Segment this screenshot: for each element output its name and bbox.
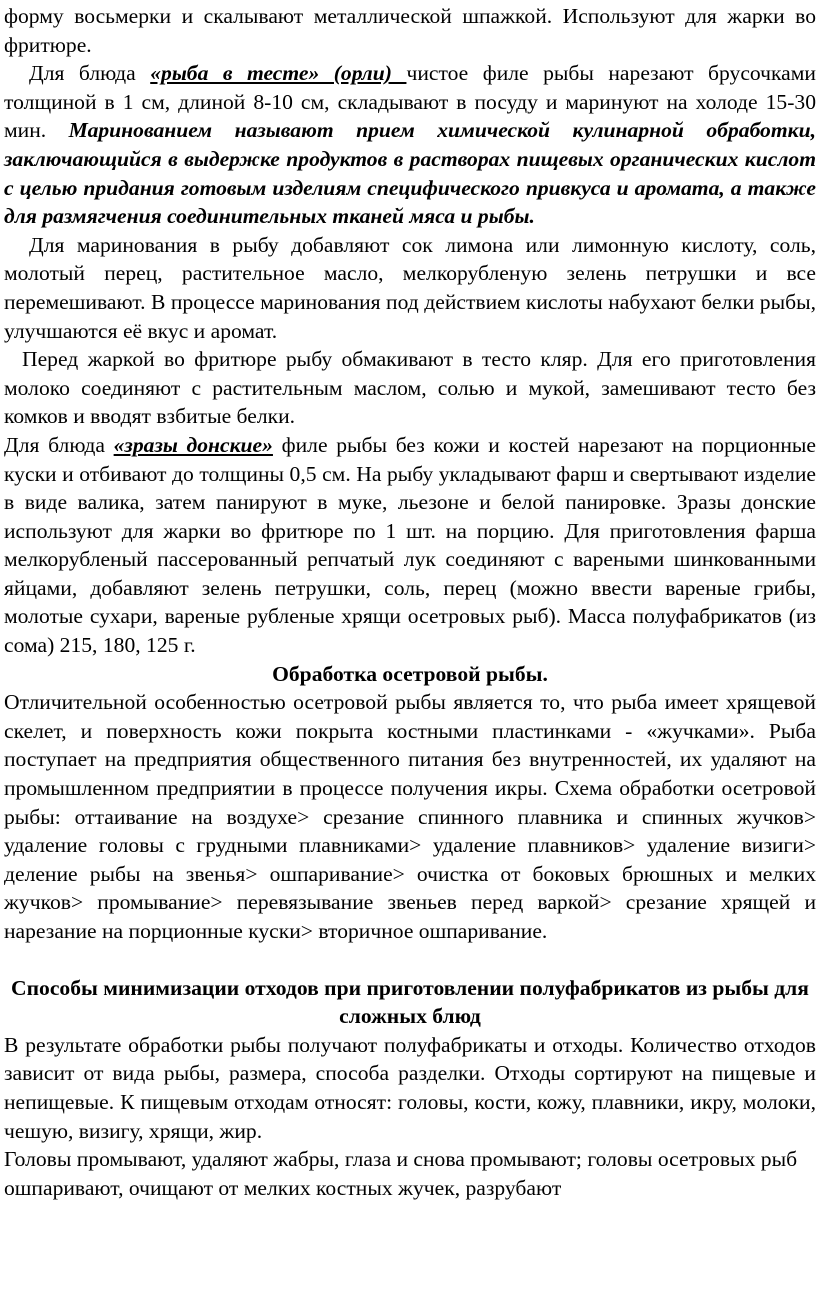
paragraph-marinating: Для маринования в рыбу добавляют сок лимона или лимонную кислоту, соль, молотый перец, растительное масло, мелкорубленую зелень петрушки и все перемешивают. В процессе маринования под действием кислоты набухают белки рыбы, улучшаются её вкус и аромат.	[4, 232, 816, 343]
dish-intro-text: Для блюда	[4, 432, 114, 457]
paragraph-sturgeon: Отличительной особенностью осетровой рыбы является то, что рыба имеет хрящевой скелет, и поверхность кожи покрыта костными пластинками - «жучками». Рыба поступает на предприятия общественного питания без внутренностей, их удаляют на промышленном предприятии в процессе получения икры. Схема обработки осетровой рыбы: оттаивание на воздухе> срезание спинного плавника и спинных жучков> удаление головы с грудными плавниками> удаление плавников> удаление визиги> деление рыбы на звенья> ошпаривание> очистка от боковых брюшных и мелких жучков> промывание> перевязывание звеньев перед варкой> срезание хрящей и нарезание на порционные куски> вторичное ошпаривание.	[4, 690, 816, 943]
paragraph-waste: В результате обработки рыбы получают полуфабрикаты и отходы. Количество отходов зависит от вида рыбы, размера, способа разделки. Отходы сортируют на пищевые и непищевые. К пищевым отходам относят: головы, кости, кожу, плавники, икру, молоки, чешую, визигу, хрящи, жир.	[4, 1032, 816, 1143]
section-heading-sturgeon: Обработка осетровой рыбы.	[272, 661, 548, 686]
dish-preparation-text: филе рыбы без кожи и костей нарезают на порционные куски и отбивают до толщины 0,5 см. На рыбу укладывают фарш и свертывают изделие в виде валика, затем панируют в муке, льезоне и белой панировке. Зразы донские используют для жарки во фритюре по 1 шт. на порцию. Для приготовления фарша мелкорубленый пассерованный репчатый лук соединяют с вареными шинкованными яйцами, добавляют зелень петрушки, соль, перец (можно ввести вареные грибы, молотые сухари, вареные рубленые хрящи осетровых рыб). Масса полуфабрикатов (из сома) 215, 180, 125 г.	[4, 432, 816, 658]
paragraph-zrazy	[4, 431, 816, 660]
dish-name-orly: «рыба в тесте» (орли)	[150, 61, 407, 86]
marinating-definition: Маринованием называют прием химической кулинарной обработки, заключающийся в выдержке продуктов в растворах пищевых органических кислот с целью придания готовым изделиям специфического привкуса и аромата, а также для размягчения соединительных тканей мяса и рыбы.	[4, 118, 816, 229]
dish-intro-text: Для блюда	[29, 61, 151, 86]
dish-preparation-text: чистое филе рыбы нарезают брусочками толщиной в 1 см, длиной 8-10 см, складывают в посуду и маринуют на холоде 15-30 мин.	[4, 61, 816, 143]
paragraph-batter: Перед жаркой во фритюре рыбу обмакивают в тесто кляр. Для его приготовления молоко соединяют с растительным маслом, солью и мукой, замешивают тесто без комков и вводят взбитые белки.	[4, 347, 816, 429]
dish-name-zrazy: «зразы донские»	[113, 432, 273, 457]
paragraph-intro: форму восьмерки и скалывают металлической шпажкой. Используют для жарки во фритюре.	[4, 4, 816, 57]
section-heading-waste: Способы минимизации отходов при приготовлении полуфабрикатов из рыбы для сложных блюд	[11, 975, 809, 1029]
paragraph-heads: Головы промывают, удаляют жабры, глаза и снова промывают; головы осетровых рыб ошпаривают, очищают от мелких костных жучек, разрубают	[4, 1147, 798, 1200]
paragraph-fish-in-batter	[4, 59, 816, 231]
spacer	[4, 946, 816, 974]
